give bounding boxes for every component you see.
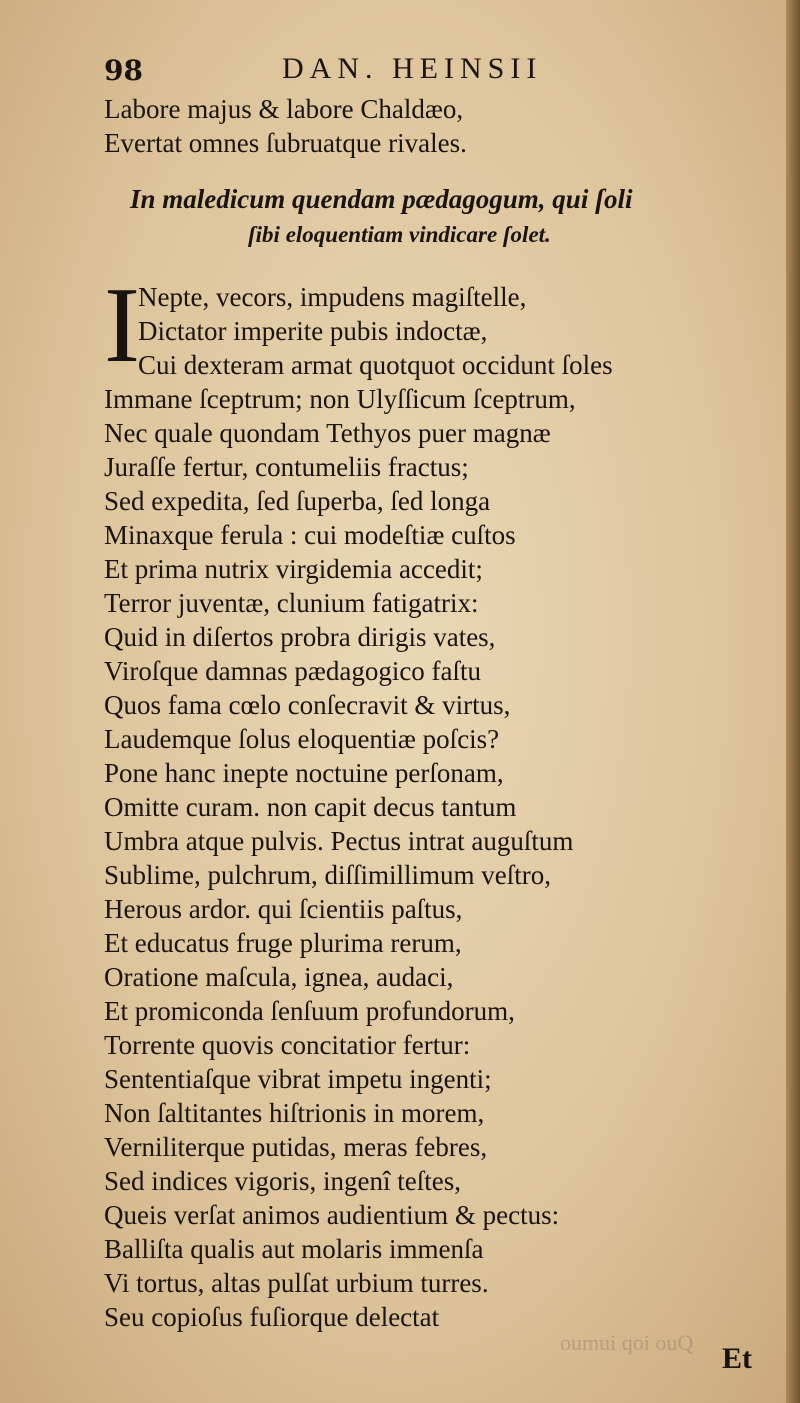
poem-line: Et prima nutrix virgidemia accedit; [104, 554, 483, 584]
poem-line: Sublime, pulchrum, diſſimillimum veſtro, [104, 860, 551, 890]
poem-line: Sed indices vigoris, ingenî teſtes, [104, 1166, 461, 1196]
poem-line: Queis verſat animos audientium & pectus: [104, 1200, 560, 1230]
poem-line: Vi tortus, altas pulſat urbium turres. [104, 1268, 489, 1298]
poem-line: Non ſaltitantes hiſtrionis in morem, [104, 1098, 485, 1128]
poem-line: Viroſque damnas pædagogico faſtu [104, 656, 482, 686]
poem-line: Et educatus fruge plurima rerum, [104, 928, 462, 958]
drop-cap: I [104, 266, 140, 385]
running-head: DAN. HEINSII [282, 52, 543, 85]
prev-poem-line: Labore majus & labore Chaldæo, [104, 94, 464, 124]
poem-line: Omitte curam. non capit decus tantum [104, 792, 517, 822]
poem-line: Quos fama cœlo conſecravit & virtus, [104, 690, 511, 720]
page-gutter [786, 0, 800, 1403]
poem-line: Immane ſceptrum; non Ulyſſicum ſceptrum, [104, 384, 576, 414]
poem-line: Herous ardor. qui ſcientiis paſtus, [104, 894, 463, 924]
poem-title-line: In maledicum quendam pædagogum, qui ſoli [130, 184, 633, 214]
poem-line: Sententiaſque vibrat impetu ingenti; [104, 1064, 492, 1094]
catchword: Et [722, 1342, 752, 1375]
poem-line: Juraſſe fertur, contumeliis fractus; [104, 452, 469, 482]
poem-line: Dictator imperite pubis indoctæ, [138, 316, 488, 346]
poem-title-line: ſibi eloquentiam vindicare ſolet. [248, 222, 551, 247]
page-header [104, 52, 574, 88]
poem-line: Et promiconda ſenſuum profundorum, [104, 996, 515, 1026]
poem-line: Cui dexteram armat quotquot occidunt ſoles [138, 350, 613, 380]
page-number: 98 [104, 54, 143, 87]
poem-line: Umbra atque pulvis. Pectus intrat auguſtum [104, 826, 574, 856]
poem-line: Verniliterque putidas, meras febres, [104, 1132, 488, 1162]
poem-line: Nepte, vecors, impudens magiſtelle, [138, 282, 527, 312]
poem-line: Seu copioſus fuſiorque delectat [104, 1302, 440, 1332]
poem-line: Nec quale quondam Tethyos puer magnæ [104, 418, 551, 448]
poem-line: Sed expedita, ſed ſuperba, ſed longa [104, 486, 491, 516]
poem-line: Minaxque ferula : cui modeſtiæ cuſtos [104, 520, 516, 550]
poem-line: Laudemque ſolus eloquentiæ poſcis? [104, 724, 500, 754]
prev-poem-line: Evertat omnes ſubruatque rivales. [104, 128, 467, 158]
poem-line: Balliſta qualis aut molaris immenſa [104, 1234, 484, 1264]
poem-line: Quid in diſertos probra dirigis vates, [104, 622, 496, 652]
poem-line: Pone hanc inepte noctuine perſonam, [104, 758, 504, 788]
bleed-through-text: oumui qoi ouQ [560, 1330, 694, 1355]
poem-line: Torrente quovis concitatior fertur: [104, 1030, 471, 1060]
poem-line: Oratione maſcula, ignea, audaci, [104, 962, 454, 992]
poem-line: Terror juventæ, clunium fatigatrix: [104, 588, 479, 618]
